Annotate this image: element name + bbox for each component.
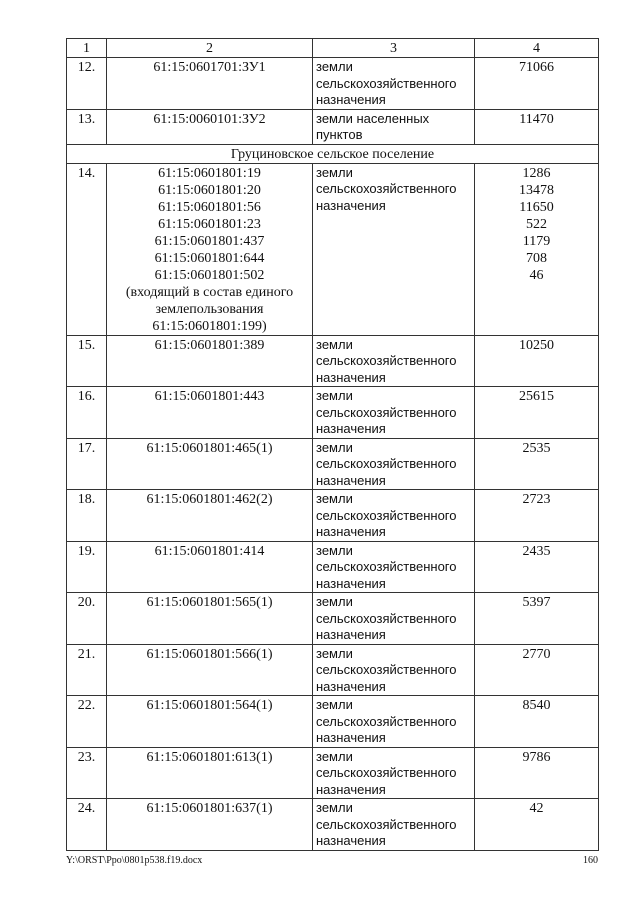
land-category: земли <box>316 388 353 403</box>
footer-page-number: 160 <box>583 855 598 866</box>
header-cell-1: 1 <box>67 39 107 58</box>
area-value: 13478 <box>519 182 554 198</box>
land-category: земли <box>316 748 353 764</box>
land-category: назначения <box>316 833 386 848</box>
cadastral-number: 61:15:0601801:443 <box>154 389 265 404</box>
area-value: 25615 <box>519 389 554 404</box>
land-category: сельскохозяйственного <box>316 404 457 420</box>
cadastral-number: 61:15:0601801:613(1) <box>146 749 273 765</box>
table-row <box>67 163 599 335</box>
land-category-cell <box>313 490 475 542</box>
land-category: пунктов <box>316 127 363 142</box>
land-category-cell <box>313 541 475 593</box>
area-value: 5397 <box>522 595 551 610</box>
cadastral-number: 61:15:0601801:462(2) <box>146 492 273 507</box>
table-row <box>67 799 599 851</box>
area-value-cell <box>475 335 599 387</box>
land-category-cell <box>313 644 475 696</box>
cadastral-number: 61:15:0601801:564(1) <box>146 698 273 713</box>
area-value-cell <box>475 387 599 439</box>
row-number: 23. <box>67 747 107 799</box>
section-title: Груциновское сельское поселение <box>67 144 599 163</box>
land-category: сельскохозяйственного <box>316 353 457 368</box>
row-number: 13. <box>67 109 107 144</box>
land-category: сельскохозяйственного <box>316 816 457 832</box>
cadastral-number: 61:15:0601801:23 <box>158 216 261 232</box>
land-category: земли <box>316 542 353 558</box>
area-value: 2535 <box>522 440 551 456</box>
cadastral-number: 61:15:0601801:414 <box>154 543 265 559</box>
land-category: сельскохозяйственного <box>316 456 457 471</box>
area-value: 2723 <box>522 492 551 507</box>
land-category: сельскохозяйственного <box>316 713 457 729</box>
cadastral-number: 61:15:0601801:199) <box>152 318 267 334</box>
land-category-cell <box>313 163 475 335</box>
land-category-cell <box>313 696 475 748</box>
land-category: сельскохозяйственного <box>316 75 457 91</box>
cadastral-number: 61:15:0601801:19 <box>158 165 261 181</box>
table-row <box>67 109 599 144</box>
cadastral-number-cell <box>107 387 313 439</box>
cadastral-number-cell <box>107 799 313 851</box>
cadastral-number-cell <box>107 696 313 748</box>
area-value-cell <box>475 163 599 335</box>
cadastral-number: 61:15:0601801:566(1) <box>146 646 273 662</box>
area-value-cell <box>475 593 599 645</box>
land-category-cell <box>313 387 475 439</box>
land-category-cell <box>313 799 475 851</box>
area-value: 1286 <box>522 165 551 181</box>
row-number: 15. <box>67 335 107 387</box>
area-value-cell <box>475 109 599 144</box>
land-category: назначения <box>316 730 386 745</box>
land-category: назначения <box>316 472 386 488</box>
land-category: назначения <box>316 678 386 694</box>
area-value: 46 <box>529 267 544 283</box>
area-value: 2435 <box>522 543 551 559</box>
area-value: 2770 <box>522 646 551 662</box>
header-cell-2: 2 <box>107 39 313 58</box>
land-category-cell <box>313 747 475 799</box>
land-category: назначения <box>316 421 386 436</box>
land-category: сельскохозяйственного <box>316 181 457 196</box>
row-number: 12. <box>67 58 107 110</box>
table-row <box>67 541 599 593</box>
area-value: 1179 <box>522 233 551 249</box>
cadastral-number-cell <box>107 747 313 799</box>
cadastral-number-cell <box>107 163 313 335</box>
area-value: 42 <box>529 801 544 816</box>
land-category: сельскохозяйственного <box>316 507 457 523</box>
land-plots-table <box>66 38 599 851</box>
cadastral-number-cell <box>107 490 313 542</box>
land-category: земли <box>316 491 353 506</box>
land-category: назначения <box>316 369 386 385</box>
land-category: земли <box>316 336 353 352</box>
cadastral-number-cell <box>107 644 313 696</box>
land-category: земли <box>316 594 353 609</box>
area-value-cell <box>475 747 599 799</box>
row-number: 18. <box>67 490 107 542</box>
cadastral-number-cell <box>107 109 313 144</box>
table-row <box>67 696 599 748</box>
land-category-cell <box>313 109 475 144</box>
cadastral-number-cell <box>107 335 313 387</box>
land-category: земли <box>316 645 353 661</box>
table-row <box>67 58 599 110</box>
area-value-cell <box>475 438 599 490</box>
land-category: назначения <box>316 524 386 539</box>
area-value: 708 <box>526 250 547 266</box>
area-value: 71066 <box>519 60 554 75</box>
cadastral-number: 61:15:0601801:637(1) <box>146 801 273 816</box>
row-number: 21. <box>67 644 107 696</box>
land-category-cell <box>313 58 475 110</box>
land-category: земли <box>316 59 353 74</box>
cadastral-number-cell <box>107 58 313 110</box>
land-category: земли <box>316 164 353 180</box>
cadastral-number: 61:15:0060101:ЗУ2 <box>153 111 266 127</box>
area-value-cell <box>475 58 599 110</box>
area-value: 11650 <box>519 199 554 215</box>
cadastral-number-cell <box>107 541 313 593</box>
area-value: 10250 <box>519 337 554 353</box>
table-row <box>67 490 599 542</box>
table-body <box>67 39 599 851</box>
table-row <box>67 593 599 645</box>
land-category-cell <box>313 335 475 387</box>
land-category: назначения <box>316 627 386 642</box>
area-value: 8540 <box>522 698 551 713</box>
cadastral-number: 61:15:0601801:56 <box>158 199 261 215</box>
cadastral-number: 61:15:0601801:465(1) <box>146 440 273 456</box>
land-category: назначения <box>316 781 386 797</box>
section-row <box>67 144 599 163</box>
land-category: земли <box>316 800 353 815</box>
land-category: земли населенных <box>316 110 430 126</box>
row-number: 19. <box>67 541 107 593</box>
cadastral-number: 61:15:0601801:20 <box>158 182 261 198</box>
cadastral-number: 61:15:0601801:502 <box>154 267 265 283</box>
footer-file-path: Y:\ORST\Ppo\0801p538.f19.docx <box>66 855 203 866</box>
area-value-cell <box>475 644 599 696</box>
area-value: 11470 <box>519 111 554 127</box>
cadastral-number: (входящий в состав единого <box>125 284 294 300</box>
row-number: 16. <box>67 387 107 439</box>
area-value-cell <box>475 490 599 542</box>
row-number: 20. <box>67 593 107 645</box>
header-cell-4: 4 <box>475 39 599 58</box>
row-number: 24. <box>67 799 107 851</box>
cadastral-number: землепользования <box>155 301 264 317</box>
land-category: назначения <box>316 197 386 213</box>
land-category: сельскохозяйственного <box>316 559 457 574</box>
cadastral-number: 61:15:0601701:ЗУ1 <box>153 60 266 75</box>
land-category-cell <box>313 438 475 490</box>
area-value-cell <box>475 696 599 748</box>
cadastral-number: 61:15:0601801:644 <box>154 250 265 266</box>
land-category: назначения <box>316 575 386 591</box>
area-value: 9786 <box>522 749 551 765</box>
table-row <box>67 438 599 490</box>
table-row <box>67 387 599 439</box>
row-number: 17. <box>67 438 107 490</box>
cadastral-number: 61:15:0601801:437 <box>154 233 265 249</box>
table-row <box>67 747 599 799</box>
land-category-cell <box>313 593 475 645</box>
area-value-cell <box>475 541 599 593</box>
table-row <box>67 644 599 696</box>
land-category: сельскохозяйственного <box>316 662 457 677</box>
row-number: 14. <box>67 163 107 335</box>
cadastral-number: 61:15:0601801:389 <box>154 337 265 353</box>
land-category: сельскохозяйственного <box>316 610 457 626</box>
header-row <box>67 39 599 58</box>
area-value-cell <box>475 799 599 851</box>
table-row <box>67 335 599 387</box>
cadastral-number-cell <box>107 438 313 490</box>
cadastral-number-cell <box>107 593 313 645</box>
cadastral-number: 61:15:0601801:565(1) <box>146 595 273 610</box>
row-number: 22. <box>67 696 107 748</box>
land-category: земли <box>316 697 353 712</box>
land-category: сельскохозяйственного <box>316 765 457 780</box>
header-cell-3: 3 <box>313 39 475 58</box>
land-category: назначения <box>316 92 386 107</box>
area-value: 522 <box>526 216 547 232</box>
land-category: земли <box>316 439 353 455</box>
